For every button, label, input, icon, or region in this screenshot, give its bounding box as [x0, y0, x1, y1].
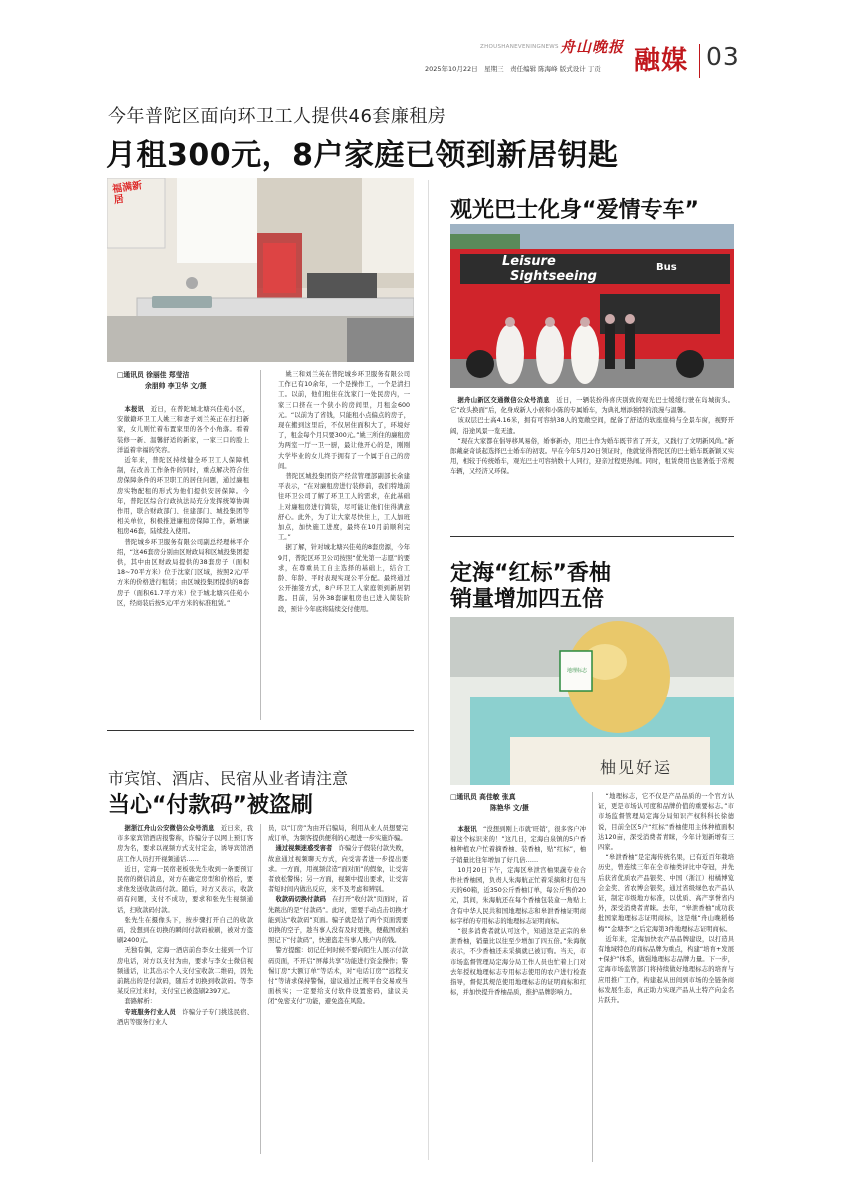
paragraph: 据浙江舟山公安微信公众号消息 近日来，我市多家宾馆酒店报警称，诈骗分子以网上预订客房为名，要求以视频方式支付定金，诱导宾馆酒店工作人员打开视频通话……	[117, 825, 254, 863]
story1-col2	[278, 370, 410, 615]
paragraph: 近年来，普陀区持续健全环卫工人保障机制，在改善工作条件的同时，重点解决符合住房保障条件的环卫职工的居住问题，通过廉租房实物配租的形式为他们提供安居保障。今年，普陀区综合行政执法局充分发挥统筹协调作用，联合财政部门、住建部门、城投集团等相关单位，积极推进廉租房保障工作，新增廉租房46套，陆续投入使用。	[117, 457, 249, 536]
paragraph: 10月20日下午，定海区皋泄宫柚果蔬专业合作社香柚园，负责人朱海航正忙着采摘和打包当天的60箱，近350公斤香柚订单，每公斤售价20元，其间，朱海航还在每个香柚包装盒一角贴上含有中华人民共和国地理标志和皋泄香柚证明商标字样的专用标志的地理标志证明商标。	[450, 866, 586, 925]
bus-text-bus: Bus	[656, 262, 677, 273]
credit-line-2: 陈艳华 文/摄	[490, 803, 529, 812]
story3-bottom-rule	[450, 536, 734, 537]
story2-kicker: 市宾馆、酒店、民宿从业者请注意	[108, 769, 349, 788]
bus-text-sightseeing: Sightseeing	[510, 269, 597, 284]
section-name: 融媒	[634, 46, 689, 76]
story1-headline: 月租300元，8户家庭已领到新居钥匙	[106, 138, 619, 173]
paragraph: 近日，定海一民宿老板张先生收到一条要预订民宿的微信消息，对方在确定房型和价格后，要求他发送收款码付款。随后，对方又表示，收款码有问题，支付不成功，要求和张先生视频通话，扫收款码付款。	[117, 865, 253, 914]
story4-col1	[450, 825, 586, 998]
story4-headline-line1: 定海“红标”香柚	[450, 561, 611, 586]
credit-line-1: □通讯员 高佳敏 张真	[450, 793, 516, 801]
paragraph: 近年来，定海加快农产品品牌建设，以打造具有地域特色的商标品牌为重点，构建“培育+发展+保护”体系，做强地理标志品牌力量。下一步，定海市场监管部门将持续做好地理标志的培育与应用推广工作，构建起从田间到市场的全链条商标发展生态，真正助力实现产品从土特产向金名片跃升。	[598, 935, 734, 1005]
paragraph: 据舟山新区交通微信公众号消息 近日，一辆装扮得喜庆别致的观光巴士缓缓行驶在岛城街头。它“改头换面”后，化身成新人小蔟和小陈的专属婚车，为典礼增添独特的浪漫与温馨。	[450, 397, 735, 415]
story4-photo	[450, 617, 734, 785]
paragraph: “皋泄香柚”是定海传统名果，已有近百年栽培历史，曾连续三年在全市柚类评比中夺冠，并先后获省优质农产品银奖、中国（浙江）柑橘博览会金奖、省农博会银奖，通过省级绿色农产品认证，制定市级地方标准，以优质、高产享誉省内外，深受消费者青睐。去年，“皋泄香柚”成功获批国家地理标志证明商标，这是继“舟山晚稻杨梅”“金塘李”之后定海第3件地理标志证明商标。	[598, 854, 734, 933]
paragraph: 张先生在摄像头下，按步骤打开自己的收款码，没想到在切换的瞬间付款码被刷，被对方盗刷2400元。	[117, 916, 253, 945]
column-divider	[260, 370, 261, 720]
pomelo-image	[450, 617, 734, 785]
story1-credit	[117, 370, 267, 391]
photo-sign: 福满新居	[111, 180, 143, 207]
masthead-divider	[699, 44, 700, 78]
newspaper-logo: 舟山晚报	[560, 38, 625, 56]
paragraph: 通过视频迷惑受害者 诈骗分子假装付款失败，故意通过视频聊天方式，向受害者进一步提出要求。一方面，用视频营造“面对面”的假象，让受害者放松警惕；另一方面，视频中提出要求，让受害者短时间内做出反应，来不及考虑和辨别。	[268, 845, 409, 894]
masthead	[0, 0, 842, 80]
paragraph: 员，以“订房”为由开启骗局，利用从业人员想要完成订单，为频客提供便利的心理进一步实施诈骗。	[268, 825, 408, 843]
story3-photo	[450, 224, 734, 388]
column-divider	[592, 792, 593, 1162]
bus-text-leisure: Leisure	[502, 254, 556, 269]
paragraph: 普陀区城投集团资产经营管理部副部长余建平表示，“在对廉租房进行装修前，我们特地前往环卫公司了解了环卫工人的需求，在此基础上对廉租房进行简装，尽可能让他们住得满意舒心。此外，为了让大家尽快住上，工人加班加点，加快施工进度，最终在10月前顺利完工。”	[278, 473, 410, 542]
page-divider	[428, 180, 429, 1160]
paragraph: 警方提醒：切记任何时候不要向陌生人展示付款码页面，不开启“屏幕共享”功能进行资金操作；警惕订房“大额订单”等话术，对“电话订房”“远程支付”等请求保持警惕，建议通过正规平台交易或当面核实；一定要给支付软件设置密码，建议关闭“免密支付”功能，避免盗在风险。	[268, 947, 408, 1006]
paragraph: 该双层巴士高4.16米，拥有可容纳38人的宽敞空间，配备了舒适的软座座椅与全景车窗，视野开阔，沿途风景一览无遗。	[450, 417, 734, 435]
story2-col2	[268, 824, 408, 1008]
story4-col2	[598, 792, 734, 1006]
story1-col1	[117, 405, 249, 609]
wedding-bus-image	[450, 224, 734, 388]
story2-col1	[117, 824, 253, 1028]
paragraph: 姚三和刘兰英在普陀城乡环卫服务有限公司工作已有10余年，一个是操作工，一个是清扫工。以前，他们租住在沈家门一处民房内，一家三口挤在一个狭小的房间里，月租金600元。“以前为了省钱，只能租小点偏点的房子，现在搬到这里后，不仅居住面积大了，环境好了，租金每个月只要300元。”姚三所住的廉租房为两室一厅一卫一厨，最让他开心的是，刚刚大学毕业的女儿终于拥有了一个属于自己的房间。	[278, 371, 410, 470]
paragraph: 专班服务行业人员 诈骗分子专门挑选民宿、酒店等服务行业人	[117, 1008, 254, 1026]
paragraph: “地理标志，它不仅是产品品质的一个官方认证，更是市场认可度和品牌价值的重要标志。”市市场监督管理局定海分局知识产权科科长徐德说，目前全区5户“红标”香柚使用主体种植面积达120亩，深受消费者青睐，今年计划新增有三四家。	[598, 793, 734, 852]
paragraph: “很多消费者就认可这个，知道这是正宗的皋泄香柚，销量比以往至少增加了四五倍。”朱海航表示，不少香柚还未采摘就已被订购。当天，市市场监督管理局定海分局工作人员也忙着上门对去年授权地理标志专用标志使用的农户进行检查指导，督促其规范使用地理标志的证明商标和红标，并加快提升香柚品质，推护品牌影响力。	[450, 928, 586, 997]
kitchen-image	[107, 178, 414, 362]
story3-headline: 观光巴士化身“爱情专车”	[450, 198, 699, 223]
paragraph: 本报讯 近日，在普陀城北塘兴佳苑小区，安徽籍环卫工人姚三和妻子刘兰英正在打扫新家，女儿则忙着布置家里的各个小角落。看着装修一新、温馨舒适的新家，一家三口的脸上洋溢着幸福的笑容。	[117, 406, 250, 454]
paragraph: 无独有偶，定海一酒店前台李女士接到一个订房电话，对方以支付为由，要求与李女士微信视频通话，让其出示个人支付宝收款二维码，因先前跳出的是付款码，随后才切换到收款码。等李某反应过来时，支付宝已被盗刷2397元。	[117, 947, 253, 996]
page-number: 03	[706, 42, 740, 71]
photo-box-text: 柚见好运	[600, 758, 673, 777]
paragraph: 收款码切换付款码 在打开“收付款”页面时，首先跳出的是“付款码”。此时，需要手动点击切换才能到达“收款码”页面。骗子就是钻了两个页面需要切换的空子，趁当事人没有及时更换，便截图或拍照记下“付款码”，快速盗走当事人账户内的钱。	[268, 896, 409, 945]
paragraph: 普陀城乡环卫服务有限公司副总经理林平介绍，“这46套房分别由区财政局和区城投集团提供，其中由区财政局提供的38套房子（面积18~70平方米）位于沈家门区域，按照2元/平方米的价格进行租赁；由区城投集团提供的8套房子（面积61.7平方米）位于城北塘兴佳苑小区，经商装后按5元/平方米的标准租赁。”	[117, 538, 249, 607]
paragraph: 据了解，针对城北塘兴佳苑的8套房源，今年9月，普陀区环卫公司按照“优先第一志愿”的要求，在尊重员工自主选择的基础上，结合工龄、年龄、平时表现实现公平分配。最终通过公开抽签方式，8户环卫工人家庭领到新居钥匙。目前，另外38套廉租房也已进入简装阶段，预计今年底将陆续交付使用。	[278, 544, 410, 613]
credit-line-1: □通讯员 徐丽佳 郑莹洁	[117, 371, 190, 379]
paragraph: 本报讯 “没想到刚上市就‘旺销’，很多客户冲着这个标识来的！”这几日，定海白泉镇的5户香柚种植农户忙着摘香柚、装香柚，贴“红标”，柚子销量比往年增加了好几倍……	[450, 826, 587, 864]
paragraph: “现在大家都在倡导移风易俗，婚事新办，用巴士作为婚车既节省了开支，又践行了文明新风尚。”新郎戴豪奇谈起选择巴士婚车的初衷。早在今年5月20日领证时，他就觉得普陀区的巴士婚车既新颖又实用，相较于传统婚车，观光巴士可容纳数十人同行，迎亲过程更热闹。同时，租赁费用也显著低于常规车辆，又经济又环保。	[450, 437, 734, 476]
story1-kicker: 今年普陀区面向环卫工人提供46套廉租房	[108, 106, 447, 127]
story3-body	[450, 396, 734, 478]
story1-photo	[107, 178, 414, 362]
column-divider	[260, 824, 261, 1154]
photo-label: 地理标志	[566, 668, 587, 674]
date-line: 2025年10月22日 星期三 责任编辑 陈海峰 版式设计 丁贡	[425, 65, 601, 73]
credit-line-2: 余朋帅 李卫华 文/摄	[145, 381, 207, 390]
paragraph: 套路解析：	[124, 998, 157, 1006]
story4-headline-line2: 销量增加四五倍	[450, 587, 605, 612]
story4-credit	[450, 792, 590, 813]
site-url: ZHOUSHANEVENINGNEWS	[480, 44, 559, 50]
story1-bottom-rule	[107, 730, 414, 731]
story2-headline: 当心“付款码”被盗刷	[108, 793, 313, 818]
